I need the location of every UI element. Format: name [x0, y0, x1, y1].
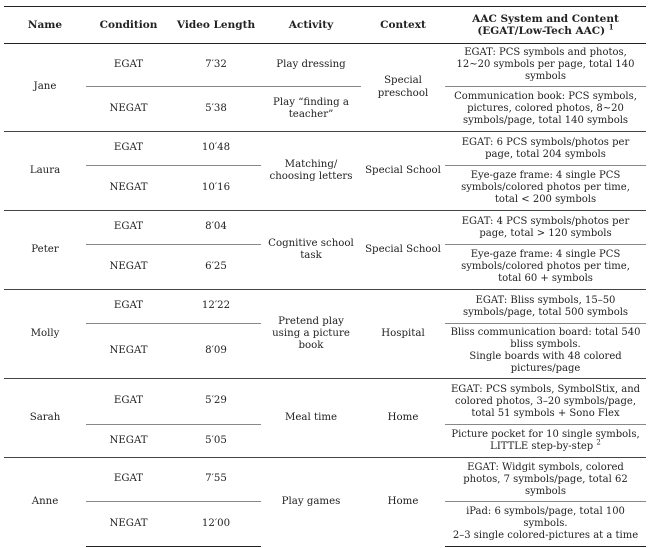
participant-name: Anne — [4, 458, 86, 547]
participant-name: Jane — [33, 81, 57, 93]
condition-cell: NEGAT — [86, 324, 171, 379]
video-length-cell: 7′55 — [171, 458, 261, 502]
aac-system-cell — [445, 324, 646, 379]
video-length-cell: 12′22 — [171, 290, 261, 324]
video-length-cell: 8′09 — [171, 324, 261, 379]
video-length-cell: 5′38 — [171, 87, 261, 132]
aac-system-cell: EGAT: PCS symbols and photos, 12∼20 symbols per page, total 140 symbols — [456, 47, 635, 82]
aac-system-cell — [445, 502, 646, 547]
condition-cell: EGAT — [113, 58, 144, 70]
participant-name: Peter — [4, 211, 86, 290]
video-length-cell: 8′04 — [171, 211, 261, 245]
header-row — [4, 7, 646, 44]
footnote-marker-1: 1 — [608, 22, 614, 32]
context-cell: Special School — [361, 132, 445, 211]
context-cell: Home — [361, 379, 445, 458]
table-row — [4, 290, 646, 324]
header-condition: Condition — [86, 7, 171, 44]
aac-system-cell: Eye-gaze frame: 4 single PCS symbols/colored photos per time, total < 200 symbols — [445, 166, 646, 211]
aac-system-line: 2–3 single colored-pictures at a time — [452, 530, 639, 541]
video-length-cell: 10′48 — [171, 132, 261, 166]
activity-cell: Play games — [261, 458, 361, 547]
aac-system-line: Bliss communication board: total 540 bliss symbols. — [450, 327, 641, 350]
header-activity: Activity — [261, 7, 361, 44]
video-length-cell: 10′16 — [171, 166, 261, 211]
aac-system-cell: EGAT: 6 PCS symbols/photos per page, total 204 symbols — [445, 132, 646, 166]
activity-cell: Meal time — [261, 379, 361, 458]
header-aac-line1: AAC System and Content — [472, 12, 619, 25]
condition-cell: NEGAT — [86, 166, 171, 211]
video-length-cell: 12′00 — [171, 502, 261, 547]
activity-cell: Play dressing — [276, 58, 346, 70]
table-row — [4, 379, 646, 425]
video-length-cell: 7′32 — [205, 58, 227, 70]
activity-cell: Pretend play using a picture book — [261, 290, 361, 379]
video-length-cell: 5′29 — [171, 379, 261, 425]
participant-name: Molly — [4, 290, 86, 379]
table-row — [4, 458, 646, 502]
aac-system-cell: Communication book: PCS symbols, pictures, colored photos, 8∼20 symbols/page, total 140 symbols — [445, 87, 646, 132]
condition-cell: EGAT — [86, 379, 171, 425]
context-cell: Special preschool — [377, 75, 429, 99]
table-row — [4, 211, 646, 245]
activity-cell: Play “finding a teacher” — [261, 87, 361, 132]
activity-cell: Matching/ choosing letters — [261, 132, 361, 211]
context-cell: Special School — [361, 211, 445, 290]
condition-cell: EGAT — [86, 458, 171, 502]
aac-table — [4, 6, 646, 547]
condition-cell: NEGAT — [86, 502, 171, 547]
activity-cell: Cognitive school task — [261, 211, 361, 290]
condition-cell: NEGAT — [86, 87, 171, 132]
aac-system-cell: EGAT: PCS symbols, SymbolStix, and colored photos, 3–20 symbols/page, total 51 symbols + Sono Flex — [445, 379, 646, 425]
aac-system-cell: Picture pocket for 10 single symbols, LITTLE step-by-step $^2$ — [445, 425, 646, 458]
condition-cell: NEGAT — [86, 245, 171, 290]
condition-cell: EGAT — [86, 290, 171, 324]
condition-cell: NEGAT — [86, 425, 171, 458]
table-row — [4, 44, 646, 87]
video-length-cell: 6′25 — [171, 245, 261, 290]
aac-system-line: iPad: 6 symbols/page, total 100 symbols. — [466, 506, 625, 529]
table-row — [4, 87, 646, 132]
participant-name: Laura — [4, 132, 86, 211]
footnote-marker-2: 2 — [596, 438, 601, 447]
aac-system-cell: EGAT: Widgit symbols, colored photos, 7 symbols/page, total 62 symbols — [445, 458, 646, 502]
aac-system-cell: Eye-gaze frame: 4 single PCS symbols/colored photos per time, total 60 + symbols — [445, 245, 646, 290]
aac-system-line: Single boards with 48 colored pictures/page — [469, 351, 622, 374]
context-cell: Home — [361, 458, 445, 547]
header-video-length: Video Length — [171, 7, 261, 44]
aac-system-cell: EGAT: Bliss symbols, 15–50 symbols/page, total 500 symbols — [445, 290, 646, 324]
table-row — [4, 132, 646, 166]
header-name: Name — [4, 7, 86, 44]
condition-cell: EGAT — [86, 211, 171, 245]
header-context: Context — [361, 7, 445, 44]
video-length-cell: 5′05 — [171, 425, 261, 458]
header-aac-line2: (EGAT/Low-Tech AAC) $^1$ — [477, 22, 614, 37]
context-cell: Hospital — [361, 290, 445, 379]
aac-system-cell: EGAT: 4 PCS symbols/photos per page, total > 120 symbols — [445, 211, 646, 245]
header-aac-system — [445, 7, 646, 44]
condition-cell: EGAT — [86, 132, 171, 166]
participant-name: Sarah — [4, 379, 86, 458]
